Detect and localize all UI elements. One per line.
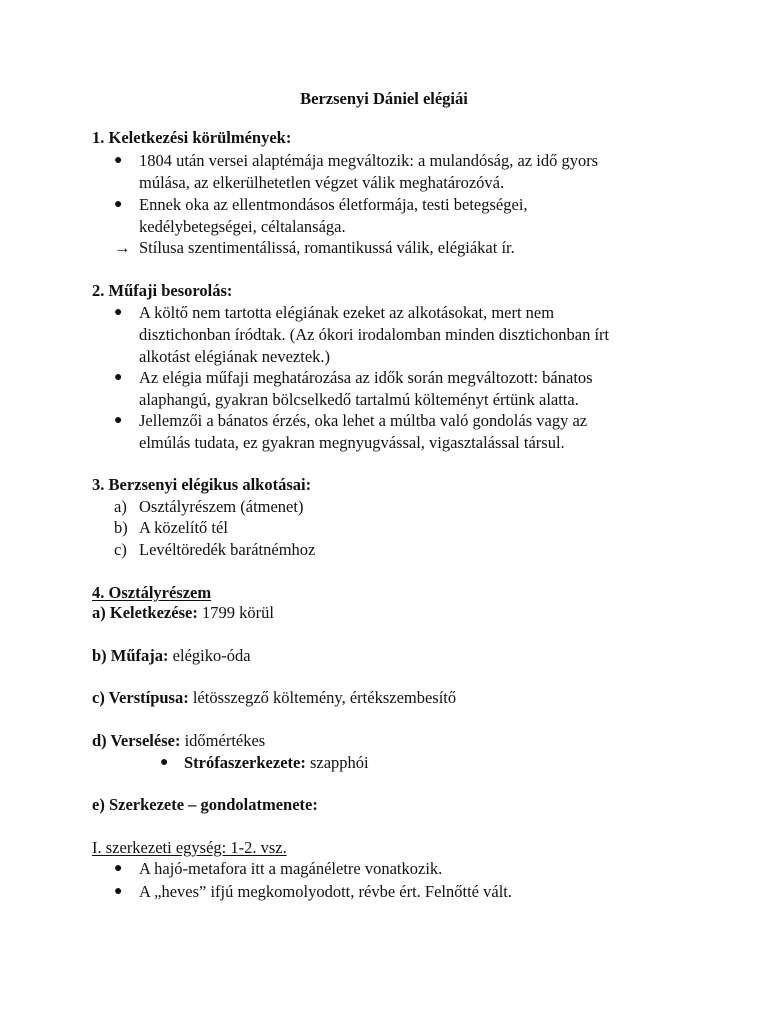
- s4-strofa-label: Strófaszerkezete:: [184, 753, 306, 772]
- section-1-heading: 1. Keletkezési körülmények:: [92, 128, 292, 147]
- s1-b1-line1: 1804 után versei alaptémája megváltozik: a mulandóság, az idő gyors: [139, 151, 599, 170]
- s4-b-value: elégiko-óda: [168, 646, 251, 665]
- s4-verstipus: [92, 687, 456, 709]
- s4-strofa: [184, 752, 369, 774]
- list-letter: b): [114, 518, 128, 537]
- bullet-icon: ●: [114, 861, 123, 876]
- s4-a-label: a) Keletkezése:: [92, 603, 198, 622]
- s4-d-value: időmértékes: [180, 731, 266, 750]
- bullet-icon: ●: [114, 884, 123, 899]
- s1-b2-line2: kedélybetegségei, céltalansága.: [139, 217, 346, 236]
- s4-keletkezes: [92, 602, 274, 624]
- s1-b1-line2: múlása, az elkerülhetetlen végzet válik meghatározóvá.: [139, 173, 505, 192]
- s4-c-label: c) Verstípusa:: [92, 688, 189, 707]
- s4-verseles: [92, 730, 265, 752]
- s4-unit-b2: A „heves” ifjú megkomolyodott, révbe ért. Felnőtté vált.: [139, 882, 512, 901]
- s4-a-value: 1799 körül: [197, 603, 274, 622]
- section-3-heading: 3. Berzsenyi elégikus alkotásai:: [92, 475, 312, 494]
- s4-strofa-value: szapphói: [305, 753, 369, 772]
- s2-b3-line2: elmúlás tudata, ez gyakran megnyugvással, vigasztalással társul.: [139, 433, 565, 452]
- bullet-icon: ●: [114, 197, 123, 212]
- s4-mufaj: [92, 645, 251, 667]
- s3-item-c: Levéltöredék barátnémhoz: [139, 540, 316, 559]
- bullet-icon: ●: [160, 755, 169, 770]
- arrow-right-icon: →: [114, 238, 131, 257]
- s4-b-label: b) Műfaja:: [92, 646, 169, 665]
- s4-e-heading: e) Szerkezete – gondolatmenete:: [92, 795, 318, 814]
- s4-c-value: létösszegző költemény, értékszembesítő: [188, 688, 457, 707]
- list-letter: a): [114, 497, 127, 516]
- s3-item-a: Osztályrészem (átmenet): [139, 497, 304, 516]
- s2-b1-line2: disztichonban íródtak. (Az ókori irodalomban minden disztichonban írt: [139, 325, 610, 344]
- s4-d-label: d) Verselése:: [92, 731, 181, 750]
- bullet-icon: ●: [114, 305, 123, 320]
- bullet-icon: ●: [114, 153, 123, 168]
- s2-b1-line1: A költő nem tartotta elégiának ezeket az alkotásokat, mert nem: [139, 303, 555, 322]
- page-title: Berzsenyi Dániel elégiái: [300, 89, 468, 108]
- s4-unit-heading: I. szerkezeti egység: 1-2. vsz.: [92, 838, 287, 857]
- bullet-icon: ●: [114, 370, 123, 385]
- bullet-icon: ●: [114, 413, 123, 428]
- s3-item-b: A közelítő tél: [139, 518, 228, 537]
- s4-unit-b1: A hajó-metafora itt a magánéletre vonatkozik.: [139, 859, 443, 878]
- s2-b2-line1: Az elégia műfaji meghatározása az idők során megváltozott: bánatos: [139, 368, 593, 387]
- s1-b2-line1: Ennek oka az ellentmondásos életformája, testi betegségei,: [139, 195, 528, 214]
- s1-arrow-text: Stílusa szentimentálissá, romantikussá válik, elégiákat ír.: [139, 238, 515, 257]
- list-letter: c): [114, 540, 127, 559]
- s2-b3-line1: Jellemzői a bánatos érzés, oka lehet a múltba való gondolás vagy az: [139, 411, 588, 430]
- s2-b2-line2: alaphangú, gyakran bölcselkedő tartalmú költeményt értünk alatta.: [139, 390, 579, 409]
- section-2-heading: 2. Műfaji besorolás:: [92, 281, 233, 300]
- section-4-heading: 4. Osztályrészem: [92, 583, 212, 602]
- s2-b1-line3: alkotást elégiának neveztek.): [139, 347, 331, 366]
